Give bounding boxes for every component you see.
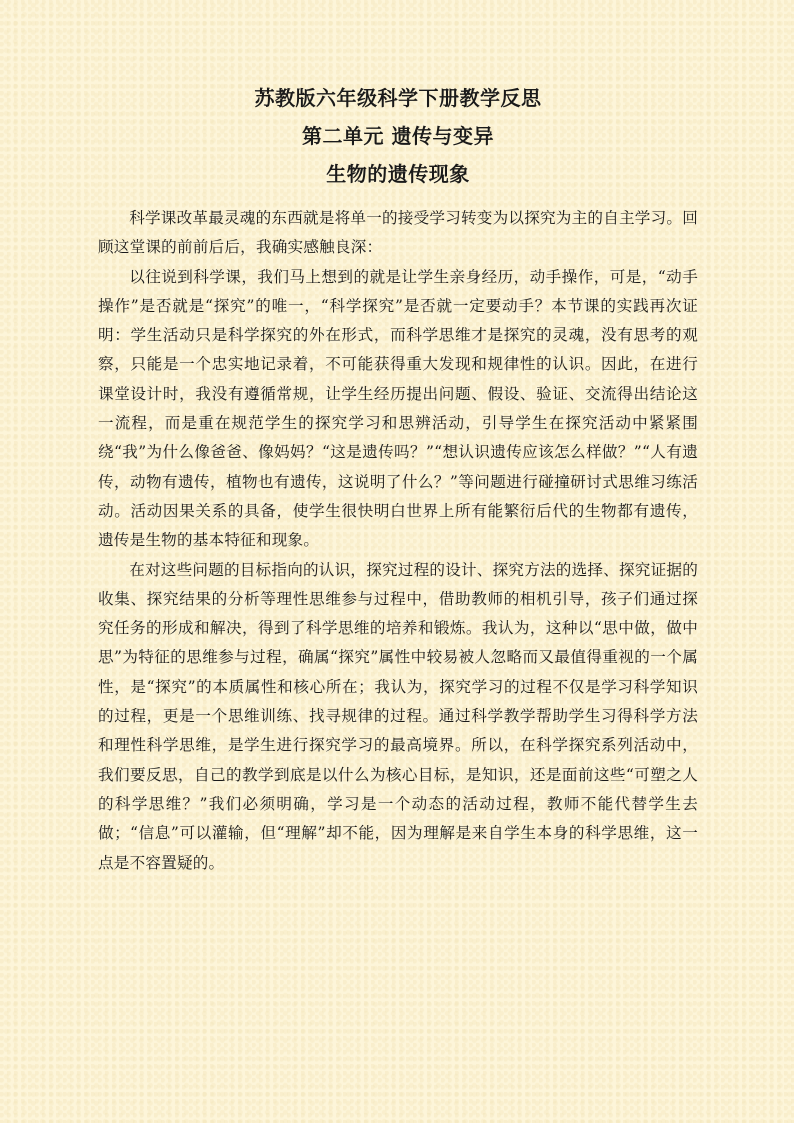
lesson-title: 生物的遗传现象 [326, 162, 470, 186]
paragraph-1: 科学课改革最灵魂的东西就是将单一的接受学习转变为以探究为主的自主学习。回顾这堂课的前前后后，我确实感触良深： [98, 209, 698, 257]
paragraph-3: 在对这些问题的目标指向的认识，探究过程的设计、探究方法的选择、探究证据的收集、探究结果的分析等理性思维参与过程中，借助教师的相机引导，孩子们通过探究任务的形成和解决，得到了科学思维的培养和锻炼。我认为，这种以“思中做，做中思”为特征的思维参与过程，确属“探究”属性中较易被人忽略而又最值得重视的一个属性，是“探究”的本质属性和核心所在；我认为，探究学习的过程不仅是学习科学知识的过程，更是一个思维训练、找寻规律的过程。通过科学教学帮助学生习得科学方法和理性科学思维，是学生进行探究学习的最高境界。所以，在科学探究系列活动中，我们要反思，自己的教学到底是以什么为核心目标，是知识，还是面前这些“可塑之人的科学思维？”我们必须明确，学习是一个动态的活动过程，教师不能代替学生去做；“信息”可以灌输，但“理解”却不能，因为理解是来自学生本身的科学思维，这一点是不容置疑的。 [98, 560, 698, 872]
unit-title: 第二单元 遗传与变异 [302, 124, 494, 148]
document-body [98, 204, 698, 878]
paragraph-2: 以往说到科学课，我们马上想到的就是让学生亲身经历，动手操作，可是，“动手操作”是否就是“探究”的唯一，“科学探究”是否就一定要动手？本节课的实践再次证明：学生活动只是科学探究的外在形式，而科学思维才是探究的灵魂，没有思考的观察，只能是一个忠实地记录着，不可能获得重大发现和规律性的认识。因此，在进行课堂设计时，我没有遵循常规，让学生经历提出问题、假设、验证、交流得出结论这一流程，而是重在规范学生的探究学习和思辨活动，引导学生在探究活动中紧紧围绕“我”为什么像爸爸、像妈妈？“这是遗传吗？”“想认识遗传应该怎么样做？”“人有遗传，动物有遗传，植物也有遗传，这说明了什么？”等问题进行碰撞研讨式思维习练活动。活动因果关系的具备，使学生很快明白世界上所有能繁衍后代的生物都有遗传，遗传是生物的基本特征和现象。 [98, 267, 698, 550]
document-title: 苏教版六年级科学下册教学反思 [254, 86, 542, 110]
